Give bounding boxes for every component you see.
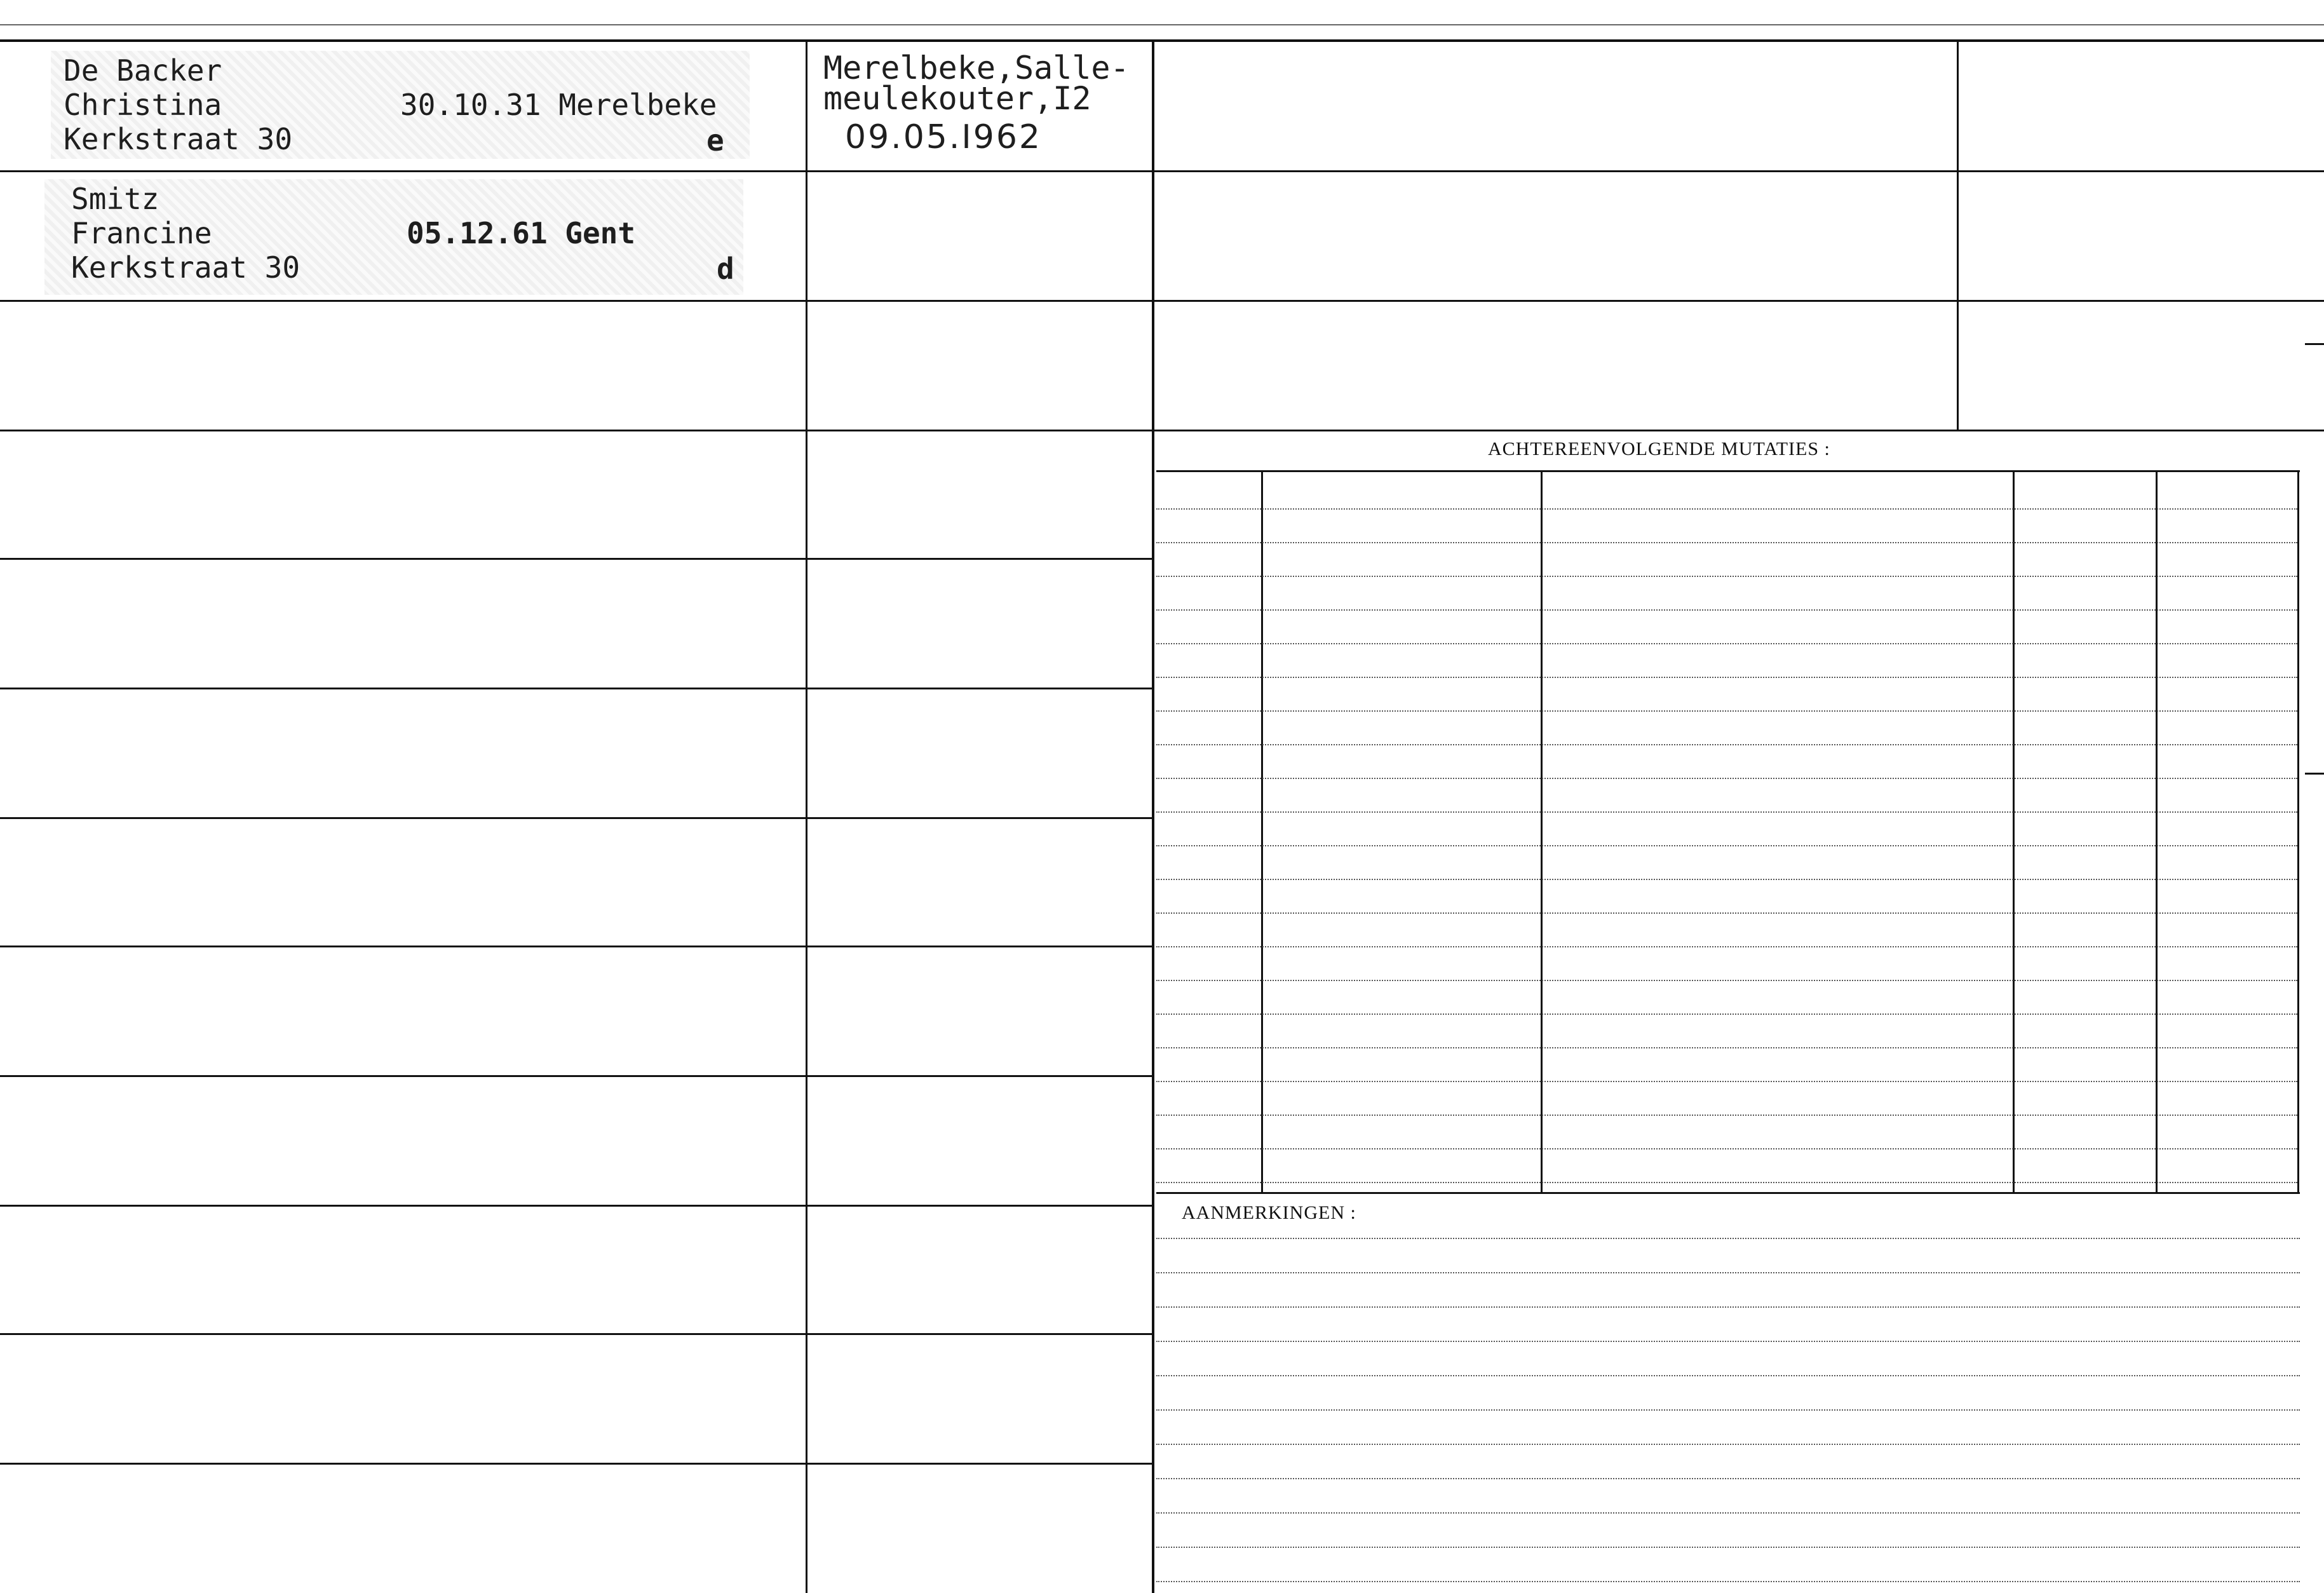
row-line xyxy=(0,688,1153,689)
row-line xyxy=(0,430,1153,431)
record-destination-line1: Merelbeke,Salle- xyxy=(823,50,1130,86)
mutations-table-top xyxy=(1156,470,2300,472)
record-surname: De Backer xyxy=(64,53,222,88)
right-row-line xyxy=(1153,430,2324,431)
remarks-heading: AANMERKINGEN : xyxy=(1182,1202,1356,1223)
top-border xyxy=(0,24,2324,25)
margin-tick xyxy=(2305,773,2324,775)
record-surname: Smitz xyxy=(71,182,159,216)
mutations-col xyxy=(1541,470,1543,1193)
mutations-col xyxy=(2156,470,2158,1193)
record-code: d xyxy=(717,252,734,286)
row-line xyxy=(0,946,1153,947)
record-birth: 30.10.31 Merelbeke xyxy=(400,88,717,122)
record-date: 09.05.I962 xyxy=(845,118,1042,156)
record-firstname: Francine xyxy=(71,216,212,250)
row-line xyxy=(0,300,1153,302)
row-line xyxy=(0,1205,1153,1207)
row-line xyxy=(0,1333,1153,1335)
record-firstname: Christina xyxy=(64,88,222,122)
column-divider-3 xyxy=(1957,41,1959,430)
row-line xyxy=(0,1075,1153,1077)
record-code: e xyxy=(706,123,724,158)
record-address: Kerkstraat 30 xyxy=(64,122,293,156)
row-line xyxy=(0,1463,1153,1465)
record-destination-line2: meulekouter,I2 xyxy=(823,80,1091,117)
margin-tick xyxy=(2305,343,2324,345)
record-address: Kerkstraat 30 xyxy=(71,250,301,285)
top-border-main xyxy=(0,39,2324,42)
row-line xyxy=(0,558,1153,560)
mutations-col xyxy=(2013,470,2015,1193)
row-line xyxy=(0,170,1153,172)
mutations-heading: ACHTEREENVOLGENDE MUTATIES : xyxy=(1488,438,1830,459)
mutations-col xyxy=(1261,470,1263,1193)
mutations-col-right xyxy=(2297,470,2299,1193)
record-birth: 05.12.61 Gent xyxy=(407,216,636,250)
right-row-line xyxy=(1153,170,2324,172)
row-line xyxy=(0,817,1153,819)
right-row-line xyxy=(1153,300,2324,302)
mutations-table-bottom xyxy=(1156,1192,2300,1194)
